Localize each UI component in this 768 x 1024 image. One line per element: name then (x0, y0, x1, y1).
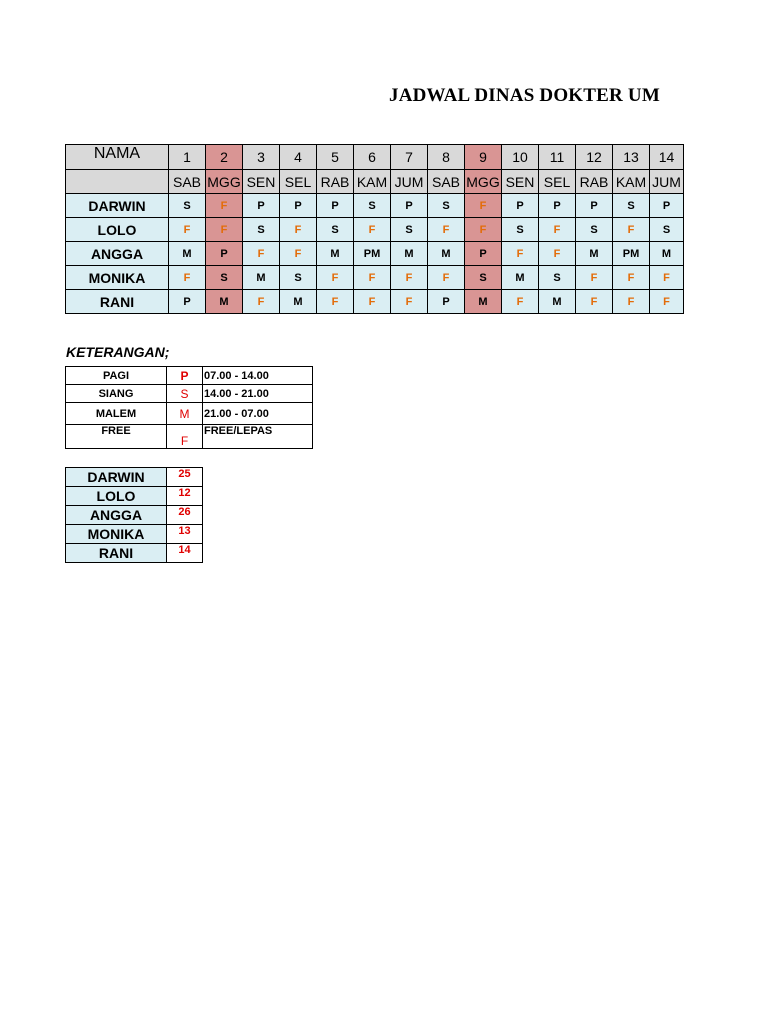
shift-cell: M (243, 266, 280, 290)
shift-cell: PM (613, 242, 650, 266)
shift-cell: S (465, 266, 502, 290)
date-header-cell: 6 (354, 145, 391, 170)
shift-cell: F (613, 266, 650, 290)
totals-row (66, 487, 203, 506)
shift-cell: M (465, 290, 502, 314)
date-header-cell: 11 (539, 145, 576, 170)
shift-cell: S (539, 266, 576, 290)
shift-cell: P (650, 194, 684, 218)
legend-table (65, 366, 313, 449)
day-header-cell: JUM (650, 170, 684, 194)
shift-cell: F (206, 218, 243, 242)
legend-shift-name: MALEM (66, 403, 167, 425)
day-header-cell: KAM (613, 170, 650, 194)
shift-cell: S (391, 218, 428, 242)
shift-cell: M (502, 266, 539, 290)
date-header-cell: 14 (650, 145, 684, 170)
day-header-cell: RAB (576, 170, 613, 194)
shift-cell: F (539, 242, 576, 266)
legend-row (66, 385, 313, 403)
legend-row (66, 367, 313, 385)
staff-name-cell: ANGGA (66, 242, 169, 266)
totals-value: 13 (167, 525, 203, 544)
shift-cell: F (613, 218, 650, 242)
shift-cell: S (428, 194, 465, 218)
shift-cell: M (650, 242, 684, 266)
date-header-cell: 7 (391, 145, 428, 170)
shift-cell: S (613, 194, 650, 218)
day-header-row (66, 170, 684, 194)
day-header-cell: SEL (539, 170, 576, 194)
staff-name-cell: MONIKA (66, 266, 169, 290)
shift-cell: F (317, 290, 354, 314)
date-header-cell: 13 (613, 145, 650, 170)
shift-cell: P (576, 194, 613, 218)
legend-shift-name: FREE (66, 425, 167, 449)
totals-name: DARWIN (66, 468, 167, 487)
totals-value: 14 (167, 544, 203, 563)
totals-row (66, 468, 203, 487)
date-header-cell: 1 (169, 145, 206, 170)
staff-name-cell: DARWIN (66, 194, 169, 218)
empty-header-cell (66, 170, 169, 194)
shift-cell: F (650, 290, 684, 314)
table-row (66, 218, 684, 242)
shift-cell: F (354, 266, 391, 290)
totals-row (66, 525, 203, 544)
shift-cell: P (391, 194, 428, 218)
totals-row (66, 544, 203, 563)
day-header-cell: SAB (428, 170, 465, 194)
day-header-cell: RAB (317, 170, 354, 194)
staff-name-cell: LOLO (66, 218, 169, 242)
shift-cell: M (391, 242, 428, 266)
totals-name: MONIKA (66, 525, 167, 544)
shift-cell: F (539, 218, 576, 242)
shift-cell: M (539, 290, 576, 314)
totals-table (65, 467, 203, 563)
shift-cell: F (576, 290, 613, 314)
shift-cell: P (317, 194, 354, 218)
date-header-cell: 2 (206, 145, 243, 170)
shift-cell: F (169, 218, 206, 242)
shift-cell: S (650, 218, 684, 242)
shift-cell: F (613, 290, 650, 314)
shift-cell: F (576, 266, 613, 290)
shift-cell: P (465, 242, 502, 266)
shift-cell: P (280, 194, 317, 218)
date-header-row (66, 145, 684, 170)
page-title: JADWAL DINAS DOKTER UM (389, 85, 660, 106)
shift-cell: F (391, 266, 428, 290)
shift-cell: M (576, 242, 613, 266)
day-header-cell: JUM (391, 170, 428, 194)
date-header-cell: 10 (502, 145, 539, 170)
date-header-cell: 12 (576, 145, 613, 170)
shift-cell: S (317, 218, 354, 242)
shift-cell: M (317, 242, 354, 266)
legend-shift-code: P (167, 367, 203, 385)
legend-shift-code: M (167, 403, 203, 425)
legend-shift-time: 14.00 - 21.00 (203, 385, 313, 403)
legend-shift-code: F (167, 425, 203, 449)
shift-cell: M (428, 242, 465, 266)
shift-cell: S (206, 266, 243, 290)
legend-shift-name: SIANG (66, 385, 167, 403)
shift-cell: F (650, 266, 684, 290)
day-header-cell: SAB (169, 170, 206, 194)
shift-cell: P (206, 242, 243, 266)
totals-value: 12 (167, 487, 203, 506)
shift-cell: F (206, 194, 243, 218)
day-header-cell: SEL (280, 170, 317, 194)
name-column-header: NAMA (66, 145, 169, 170)
legend-row (66, 403, 313, 425)
shift-cell: M (169, 242, 206, 266)
shift-cell: F (428, 218, 465, 242)
totals-name: ANGGA (66, 506, 167, 525)
date-header-cell: 4 (280, 145, 317, 170)
day-header-cell: MGG (206, 170, 243, 194)
schedule-table (65, 144, 684, 314)
totals-value: 26 (167, 506, 203, 525)
table-row (66, 266, 684, 290)
shift-cell: S (280, 266, 317, 290)
totals-name: RANI (66, 544, 167, 563)
legend-shift-time: 07.00 - 14.00 (203, 367, 313, 385)
table-row (66, 194, 684, 218)
shift-cell: F (465, 218, 502, 242)
date-header-cell: 9 (465, 145, 502, 170)
shift-cell: F (428, 266, 465, 290)
shift-cell: F (243, 242, 280, 266)
shift-cell: F (354, 218, 391, 242)
table-row (66, 242, 684, 266)
legend-shift-code: S (167, 385, 203, 403)
date-header-cell: 5 (317, 145, 354, 170)
shift-cell: P (169, 290, 206, 314)
shift-cell: S (354, 194, 391, 218)
keterangan-label: KETERANGAN; (66, 344, 170, 360)
shift-cell: S (502, 218, 539, 242)
shift-cell: PM (354, 242, 391, 266)
date-header-cell: 3 (243, 145, 280, 170)
legend-shift-time: 21.00 - 07.00 (203, 403, 313, 425)
day-header-cell: MGG (465, 170, 502, 194)
shift-cell: F (169, 266, 206, 290)
shift-cell: S (243, 218, 280, 242)
totals-value: 25 (167, 468, 203, 487)
shift-cell: F (465, 194, 502, 218)
legend-shift-name: PAGI (66, 367, 167, 385)
shift-cell: P (502, 194, 539, 218)
table-row (66, 290, 684, 314)
shift-cell: F (280, 218, 317, 242)
shift-cell: F (502, 290, 539, 314)
shift-cell: M (206, 290, 243, 314)
totals-name: LOLO (66, 487, 167, 506)
shift-cell: F (243, 290, 280, 314)
shift-cell: P (428, 290, 465, 314)
staff-name-cell: RANI (66, 290, 169, 314)
shift-cell: F (317, 266, 354, 290)
shift-cell: S (169, 194, 206, 218)
shift-cell: M (280, 290, 317, 314)
day-header-cell: SEN (502, 170, 539, 194)
day-header-cell: KAM (354, 170, 391, 194)
date-header-cell: 8 (428, 145, 465, 170)
shift-cell: F (354, 290, 391, 314)
totals-row (66, 506, 203, 525)
legend-row (66, 425, 313, 449)
shift-cell: F (502, 242, 539, 266)
shift-cell: P (243, 194, 280, 218)
shift-cell: S (576, 218, 613, 242)
shift-cell: P (539, 194, 576, 218)
day-header-cell: SEN (243, 170, 280, 194)
legend-shift-time: FREE/LEPAS (203, 425, 313, 449)
shift-cell: F (280, 242, 317, 266)
shift-cell: F (391, 290, 428, 314)
